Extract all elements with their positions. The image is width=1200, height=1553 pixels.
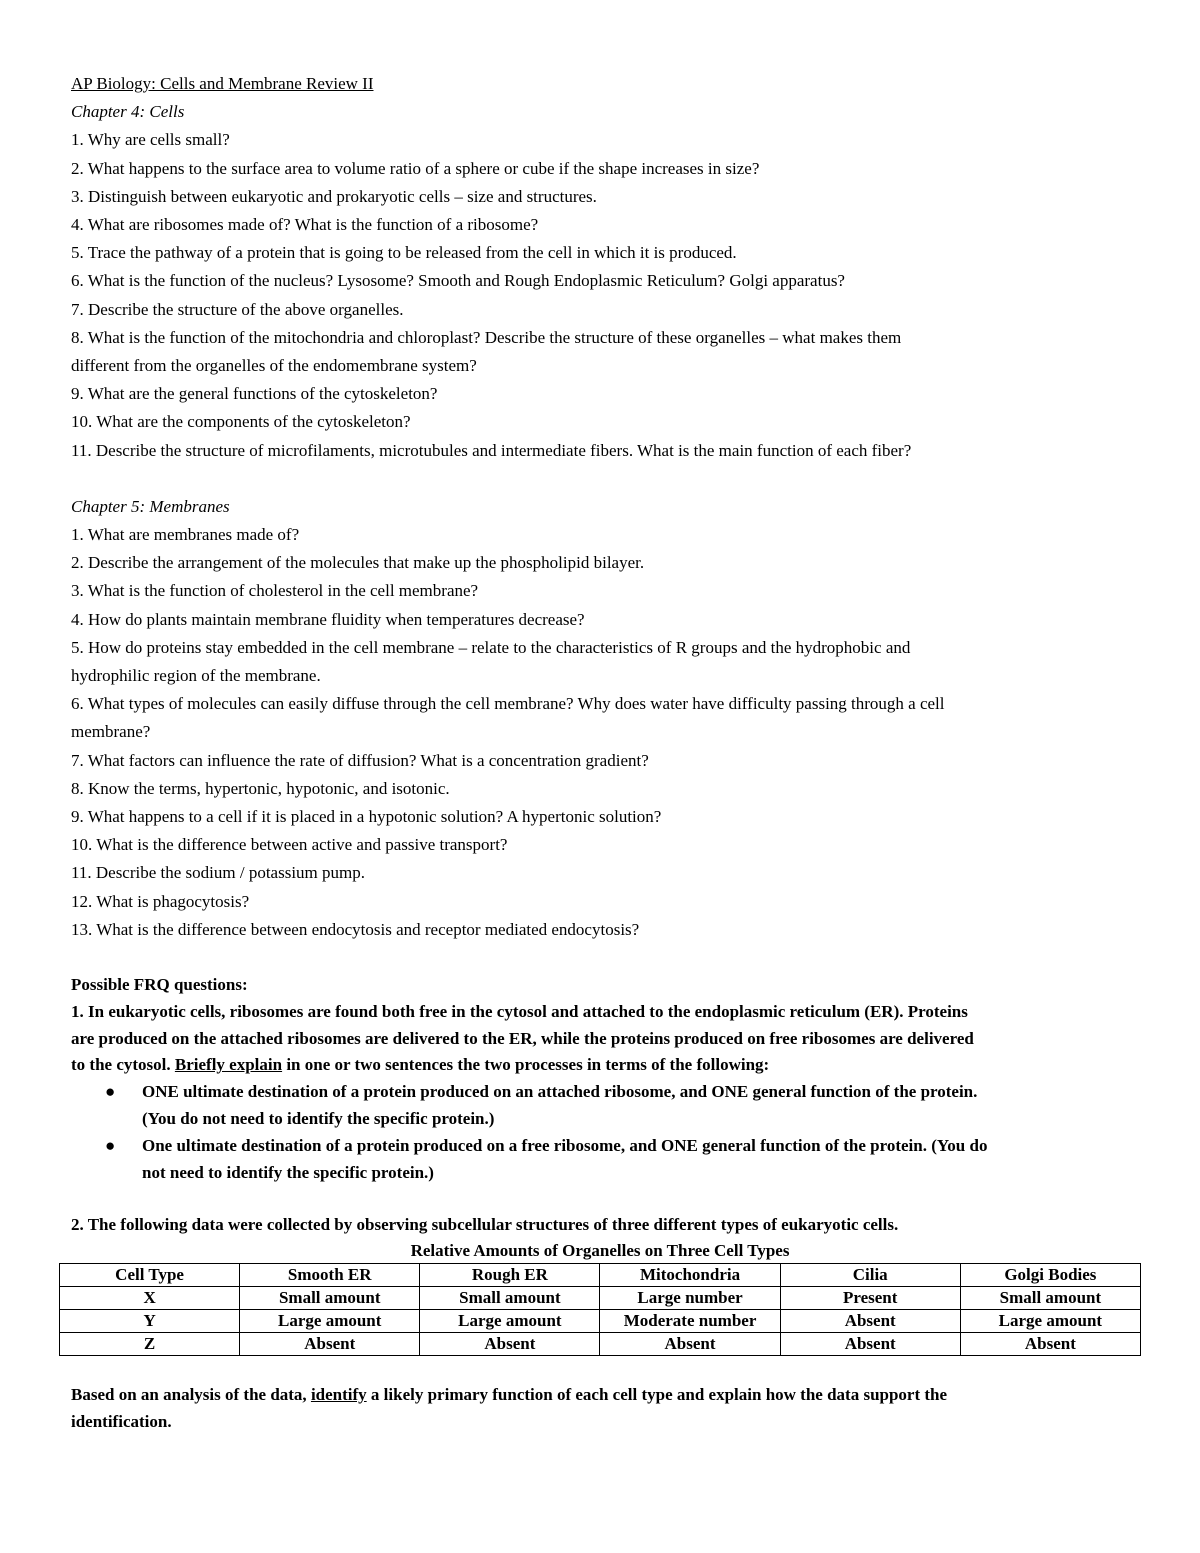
bullet-icon: ● (105, 1135, 116, 1155)
spacer (71, 944, 1146, 972)
closing-underlined-text: identify (310, 1385, 367, 1405)
closing-text: Based on an analysis of the data, (71, 1385, 311, 1405)
question-line: 3. Distinguish between eukaryotic and prokaryotic cells – size and structures. (71, 186, 597, 206)
chapter-4-heading: Chapter 4: Cells (71, 102, 185, 122)
bullet-text: (You do not need to identify the specific protein.) (142, 1109, 495, 1129)
table-cell: Absent (600, 1333, 780, 1356)
frq-q1-line (71, 1052, 1146, 1079)
question-line: 4. What are ribosomes made of? What is the function of a ribosome? (71, 215, 539, 235)
table-cell: Large amount (960, 1310, 1140, 1333)
frq-heading: Possible FRQ questions: (71, 975, 248, 995)
question-line: 3. What is the function of cholesterol in the cell membrane? (71, 581, 479, 601)
bullet-icon: ● (105, 1082, 116, 1102)
document-title: AP Biology: Cells and Membrane Review II (71, 74, 374, 93)
table-cell: Large amount (240, 1310, 420, 1333)
table-cell: Absent (420, 1333, 600, 1356)
question-line: 2. Describe the arrangement of the molecules that make up the phospholipid bilayer. (71, 553, 645, 573)
table-row (60, 1287, 1141, 1310)
column-header: Cell Type (60, 1264, 240, 1287)
column-header: Rough ER (420, 1264, 600, 1287)
question-line: 12. What is phagocytosis? (71, 891, 250, 911)
chapter-4-questions (71, 126, 1146, 464)
column-header: Golgi Bodies (960, 1264, 1140, 1287)
question-line: 9. What are the general functions of the cytoskeleton? (71, 384, 438, 404)
frq-q1-line: are produced on the attached ribosomes are delivered to the ER, while the proteins produced on free ribosomes are delivered (71, 1028, 974, 1048)
question-line: 5. Trace the pathway of a protein that is going to be released from the cell in which it is produced. (71, 243, 737, 263)
question-line: 4. How do plants maintain membrane fluidity when temperatures decrease? (71, 609, 585, 629)
question-line: 11. Describe the structure of microfilaments, microtubules and intermediate fibers. What is the main function of each fiber? (71, 440, 912, 460)
question-line: 11. Describe the sodium / potassium pump. (71, 863, 366, 883)
frq-q2-closing (71, 1382, 1146, 1409)
question-line: 1. What are membranes made of? (71, 525, 300, 545)
frq-q2-intro: 2. The following data were collected by observing subcellular structures of three different types of eukaryotic cells. (71, 1215, 899, 1235)
table-row (60, 1310, 1141, 1333)
table-cell: Present (780, 1287, 960, 1310)
table-cell: Small amount (960, 1287, 1140, 1310)
question-line: 7. Describe the structure of the above organelles. (71, 299, 404, 319)
column-header: Cilia (780, 1264, 960, 1287)
table-caption: Relative Amounts of Organelles on Three Cell Types (410, 1241, 790, 1261)
frq-q1-line: 1. In eukaryotic cells, ribosomes are found both free in the cytosol and attached to the endoplasmic reticulum (ER). Proteins (71, 1001, 968, 1021)
table-cell: Small amount (240, 1287, 420, 1310)
question-line: 6. What is the function of the nucleus? Lysosome? Smooth and Rough Endoplasmic Reticulum? Golgi apparatus? (71, 271, 845, 291)
table-cell: Moderate number (600, 1310, 780, 1333)
question-line: 8. Know the terms, hypertonic, hypotonic, and isotonic. (71, 778, 450, 798)
table-cell: X (60, 1287, 240, 1310)
table-header-row (60, 1264, 1141, 1287)
question-line: hydrophilic region of the membrane. (71, 666, 321, 686)
frq-q1-text: in one or two sentences the two processes in terms of the following: (282, 1055, 770, 1075)
table-cell: Z (60, 1333, 240, 1356)
column-header: Smooth ER (240, 1264, 420, 1287)
chapter-5-heading: Chapter 5: Membranes (71, 496, 230, 516)
table-cell: Absent (780, 1310, 960, 1333)
table-cell: Large number (600, 1287, 780, 1310)
question-line: 2. What happens to the surface area to volume ratio of a sphere or cube if the shape increases in size? (71, 158, 760, 178)
bullet-text: ONE ultimate destination of a protein produced on an attached ribosome, and ONE general function of the protein. (142, 1082, 978, 1102)
frq-q2-closing-line2: identification. (71, 1412, 172, 1432)
chapter-5-questions (71, 521, 1146, 944)
column-header: Mitochondria (600, 1264, 780, 1287)
spacer (71, 1356, 1146, 1382)
table-cell: Y (60, 1310, 240, 1333)
bullet-text: One ultimate destination of a protein produced on a free ribosome, and ONE general function of the protein. (You do (142, 1135, 988, 1155)
question-line: 5. How do proteins stay embedded in the cell membrane – relate to the characteristics of R groups and the hydrophobic and (71, 637, 911, 657)
question-line: 1. Why are cells small? (71, 130, 230, 150)
table-row (60, 1333, 1141, 1356)
frq-q1-text: to the cytosol. (71, 1055, 175, 1075)
table-cell: Absent (960, 1333, 1140, 1356)
question-line: 9. What happens to a cell if it is placed in a hypotonic solution? A hypertonic solution? (71, 807, 662, 827)
question-line: different from the organelles of the endomembrane system? (71, 356, 477, 376)
table-cell: Absent (780, 1333, 960, 1356)
table-cell: Absent (240, 1333, 420, 1356)
question-line: 13. What is the difference between endocytosis and receptor mediated endocytosis? (71, 919, 640, 939)
spacer (71, 465, 1146, 493)
question-line: 10. What is the difference between active and passive transport? (71, 835, 508, 855)
frq-q1-bullets (71, 1079, 1146, 1186)
document-body (71, 70, 1146, 1436)
question-line: 7. What factors can influence the rate of diffusion? What is a concentration gradient? (71, 750, 649, 770)
table-cell: Large amount (420, 1310, 600, 1333)
question-line: 6. What types of molecules can easily diffuse through the cell membrane? Why does water have difficulty passing through a cell (71, 694, 945, 714)
question-line: 10. What are the components of the cytoskeleton? (71, 412, 411, 432)
spacer (71, 1186, 1146, 1212)
bullet-text: not need to identify the specific protein.) (142, 1162, 434, 1182)
question-line: 8. What is the function of the mitochondria and chloroplast? Describe the structure of these organelles – what makes them (71, 327, 902, 347)
table-cell: Small amount (420, 1287, 600, 1310)
closing-text: a likely primary function of each cell type and explain how the data support the (366, 1385, 948, 1405)
frq-q1-underlined-text: Briefly explain (174, 1055, 283, 1075)
bullet-item (71, 1079, 1146, 1133)
question-line: membrane? (71, 722, 151, 742)
bullet-item (71, 1133, 1146, 1187)
organelle-table (59, 1263, 1141, 1356)
